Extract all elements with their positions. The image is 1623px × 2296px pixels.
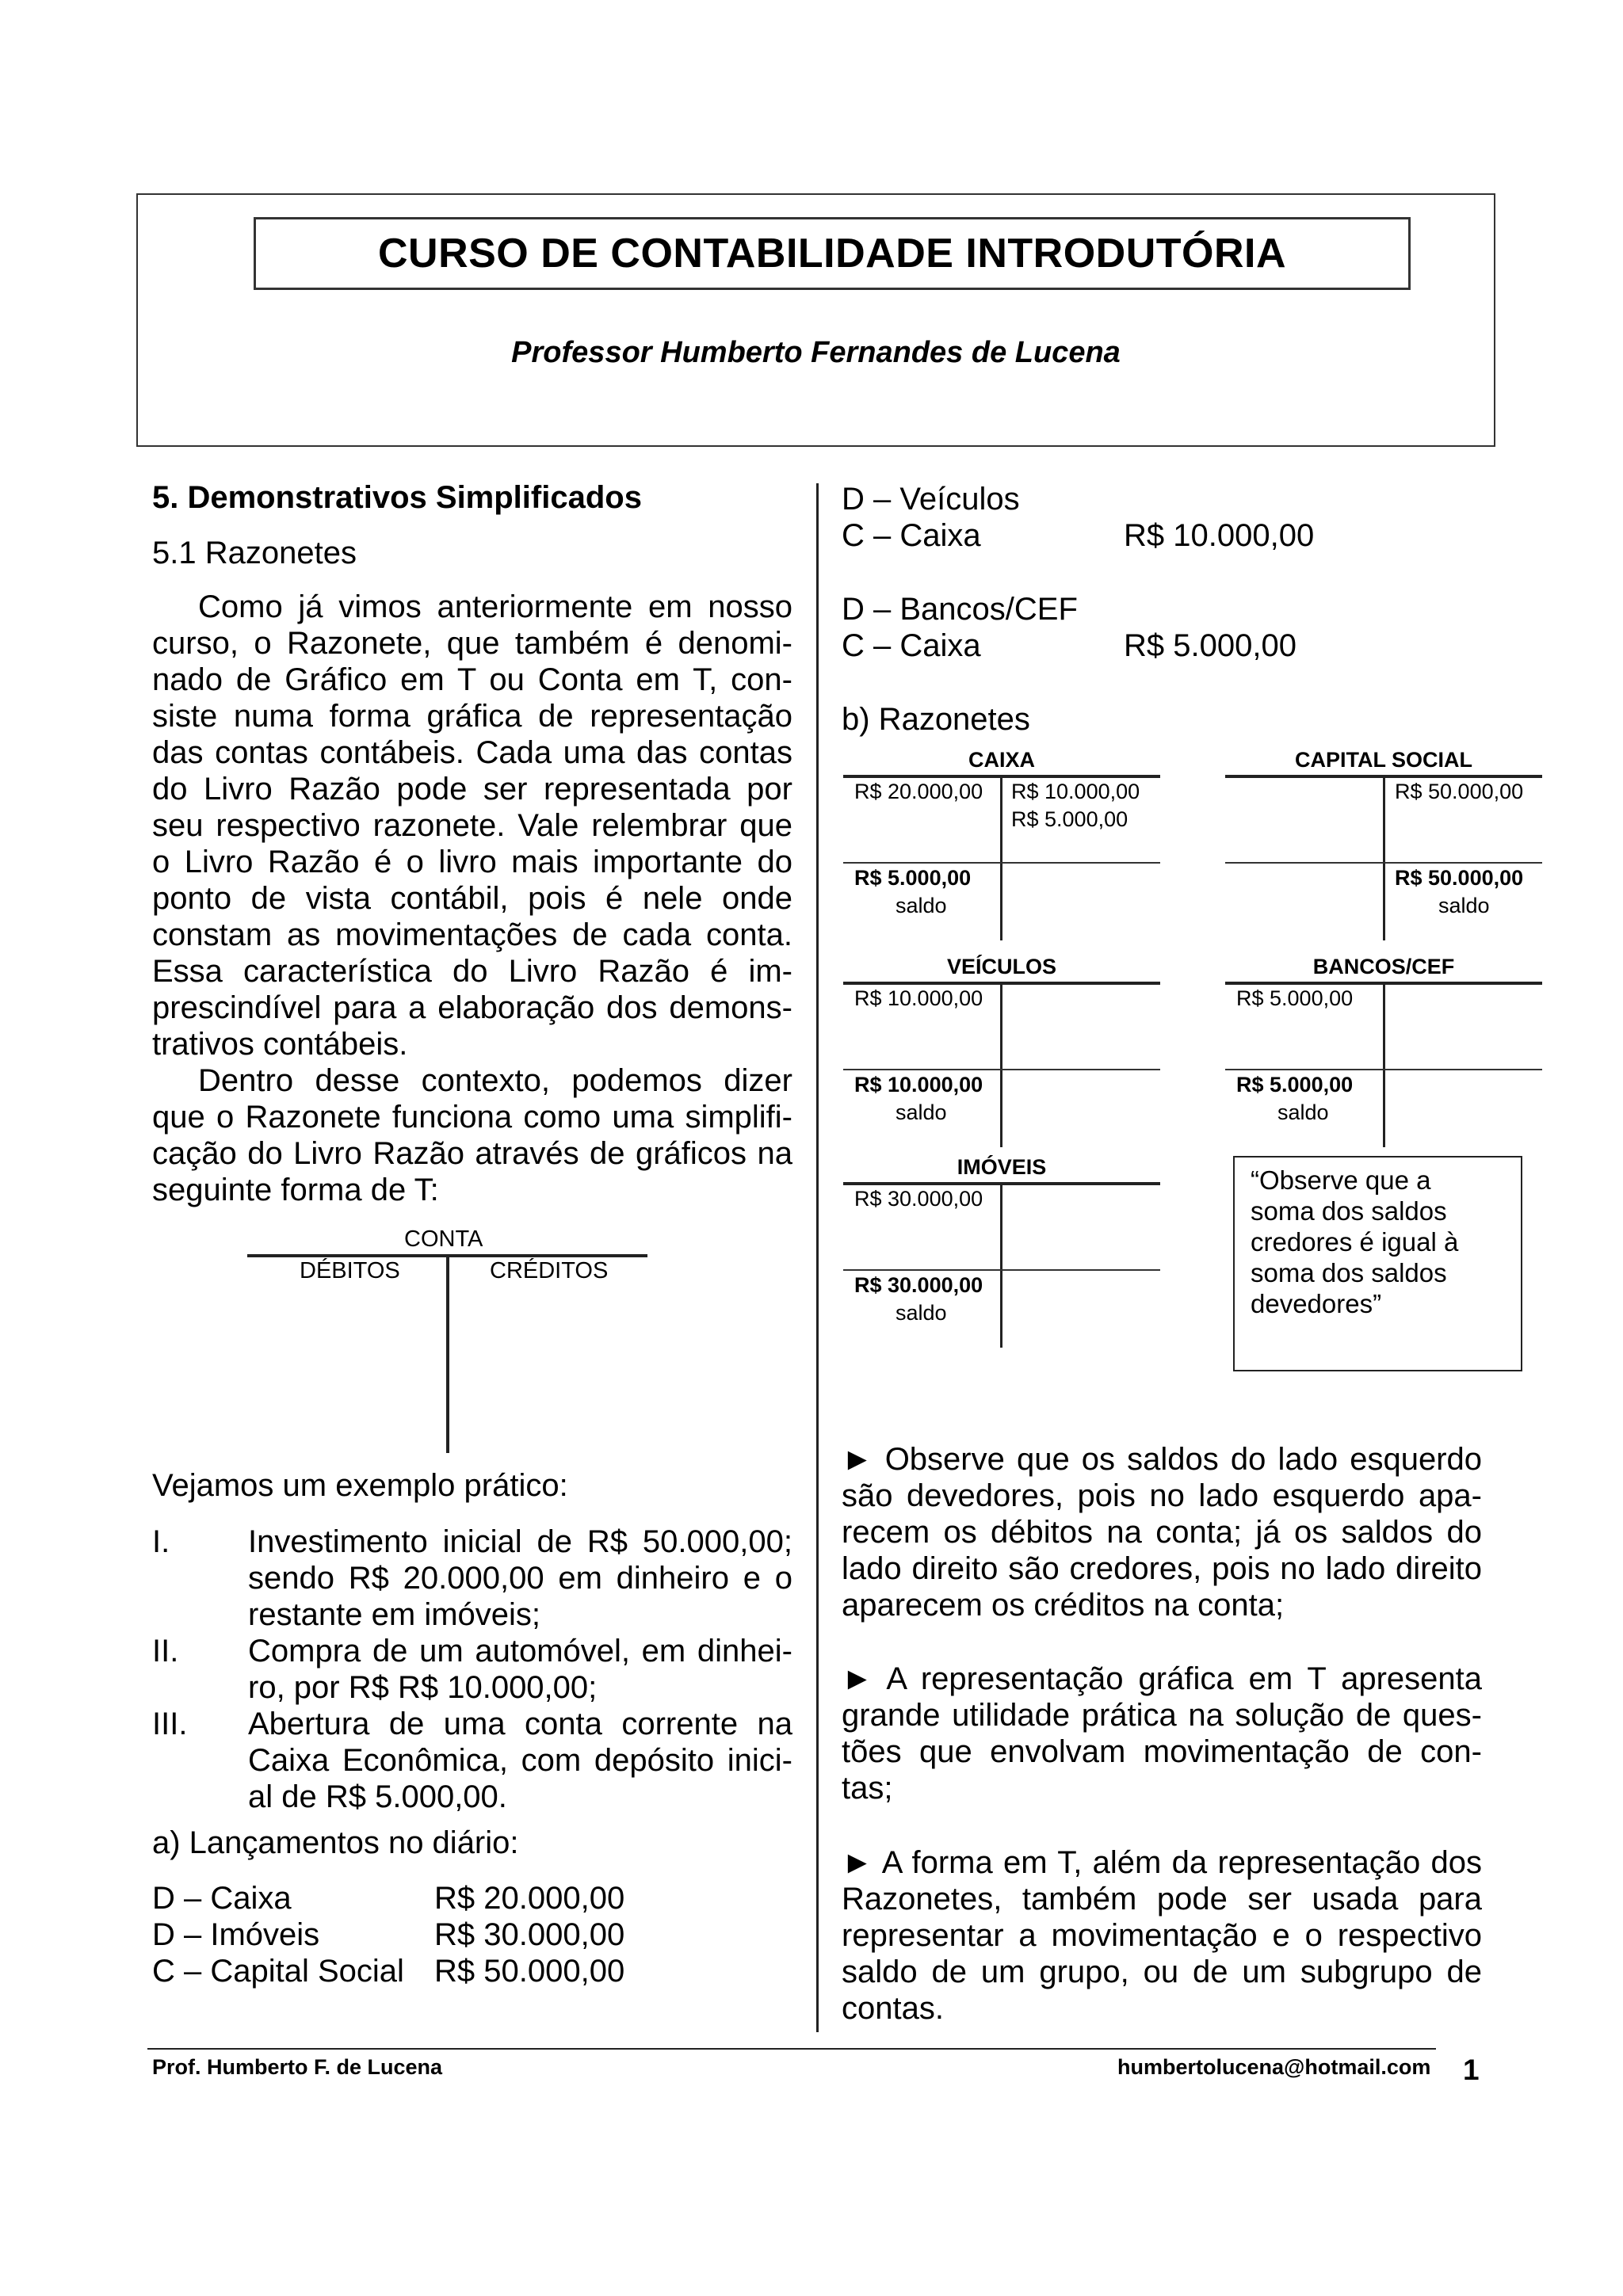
bullet-line: representar a movimentação e o respectivo [842,1918,1482,1953]
paragraph-line: das contas contábeis. Cada uma das contas [152,735,792,770]
razonete-imoveis-debit: R$ 30.000,00 [854,1187,983,1211]
razonete-bancos-total-line [1225,1069,1542,1070]
entry-account: C – Caixa [842,518,981,553]
paragraph-line: Como já vimos anteriormente em nosso [198,589,792,624]
razonete-caixa-vertical-line [1000,778,1002,940]
paragraph-line: prescindível para a elaboração dos demons- [152,990,792,1025]
razonete-bancos-vertical-line [1383,985,1385,1147]
razonete-caixa-credit: R$ 10.000,00 [1011,780,1140,803]
razonetes-heading: b) Razonetes [842,702,1030,737]
paragraph-line: siste numa forma gráfica de representação [152,699,792,734]
bullet-line: tões que envolvam movimentação de con- [842,1734,1482,1769]
section-heading: 5. Demonstrativos Simplificados [152,480,642,515]
entry-value: R$ 20.000,00 [434,1881,625,1916]
razonete-capital-social-total-line [1225,862,1542,864]
footer-email: humbertolucena@hotmail.com [1117,2055,1431,2079]
razonete-imoveis-saldo-label: saldo [896,1301,947,1325]
entry-value: R$ 10.000,00 [1124,518,1315,553]
list-number: III. [152,1707,188,1741]
entry-value: R$ 30.000,00 [434,1917,625,1952]
bullet-line: são devedores, pois no lado esquerdo apa- [842,1478,1482,1513]
razonete-caixa-total-line [843,862,1160,864]
list-number: II. [152,1634,179,1669]
paragraph-line: trativos contábeis. [152,1027,408,1062]
bullet-line: ► A forma em T, além da representação dos [842,1845,1482,1880]
page-title: CURSO DE CONTABILIDADE INTRODUTÓRIA [377,231,1287,277]
razonete-bancos-debit: R$ 5.000,00 [1236,986,1354,1010]
entry-account: D – Bancos/CEF [842,592,1078,627]
list-number: I. [152,1524,170,1559]
razonete-veiculos-debit: R$ 10.000,00 [854,986,983,1010]
entry-account: D – Veículos [842,482,1020,517]
list-item-line: Compra de um automóvel, em dinhei- [248,1634,792,1669]
bullet-line: Razonetes, também pode ser usada para [842,1882,1482,1917]
t-diagram-title: CONTA [404,1226,483,1252]
razonete-capital-social-balance: R$ 50.000,00 [1395,866,1524,890]
footer-rule [147,2048,1436,2050]
razonete-caixa-title: CAIXA [968,748,1035,772]
page-subtitle: Professor Humberto Fernandes de Lucena [511,336,1121,369]
razonete-veiculos-vertical-line [1000,985,1002,1147]
paragraph-line: o Livro Razão é o livro mais importante do [152,845,792,879]
bullet-line: contas. [842,1991,944,2026]
entry-value: R$ 5.000,00 [1124,628,1296,663]
razonete-bancos-balance: R$ 5.000,00 [1236,1073,1354,1097]
razonete-caixa-saldo-label: saldo [896,894,947,917]
observe-note-line: devedores” [1251,1289,1382,1318]
list-item-line: Abertura de uma conta corrente na [248,1707,792,1741]
example-intro: Vejamos um exemplo prático: [152,1468,568,1503]
paragraph-line: nado de Gráfico em T ou Conta em T, con- [152,662,792,697]
subsection-heading: 5.1 Razonetes [152,536,357,570]
razonete-caixa-credit: R$ 5.000,00 [1011,807,1128,831]
footer-author: Prof. Humberto F. de Lucena [152,2055,443,2079]
bullet-line: recem os débitos na conta; já os saldos do [842,1515,1482,1550]
bullet-line: grande utilidade prática na solução de ques- [842,1698,1482,1733]
entry-account: D – Caixa [152,1881,292,1916]
paragraph-line: ponto de vista contábil, pois é nele onde [152,881,792,916]
razonete-capital-social-saldo-label: saldo [1438,894,1490,917]
razonete-bancos-title: BANCOS/CEF [1312,955,1455,978]
t-diagram-credit-label: CRÉDITOS [490,1258,609,1283]
razonete-imoveis-title: IMÓVEIS [957,1155,1047,1179]
paragraph-line: seguinte forma de T: [152,1173,439,1207]
list-item-line: Caixa Econômica, com depósito inici- [248,1743,792,1778]
observe-note-line: credores é igual à [1251,1227,1459,1257]
t-diagram-vertical-line [446,1257,449,1453]
title-frame [254,217,1411,290]
razonete-veiculos-balance: R$ 10.000,00 [854,1073,983,1097]
razonete-caixa-balance: R$ 5.000,00 [854,866,972,890]
bullet-line: lado direito são credores, pois no lado direito [842,1551,1482,1586]
razonete-bancos-saldo-label: saldo [1277,1100,1329,1124]
paragraph-line: Essa característica do Livro Razão é im- [152,954,792,989]
razonete-capital-social-vertical-line [1383,778,1385,940]
bullet-line: aparecem os créditos na conta; [842,1588,1285,1623]
razonete-caixa-debit: R$ 20.000,00 [854,780,983,803]
list-item-line: sendo R$ 20.000,00 em dinheiro e o [248,1561,792,1596]
page-number: 1 [1463,2054,1480,2086]
observe-note-line: soma dos saldos [1251,1196,1447,1226]
razonete-capital-social-credit: R$ 50.000,00 [1395,780,1524,803]
paragraph-line: seu respectivo razonete. Vale relembrar que [152,808,792,843]
observe-note-line: soma dos saldos [1251,1258,1447,1287]
list-item-line: Investimento inicial de R$ 50.000,00; [248,1524,792,1559]
paragraph-line: Dentro desse contexto, podemos dizer [198,1063,792,1098]
entry-value: R$ 50.000,00 [434,1954,625,1989]
entry-account: C – Capital Social [152,1954,404,1989]
razonete-imoveis-balance: R$ 30.000,00 [854,1273,983,1297]
entry-account: D – Imóveis [152,1917,320,1952]
observe-note-line: “Observe que a [1251,1165,1431,1195]
list-item-line: restante em imóveis; [248,1597,541,1632]
list-item-line: al de R$ 5.000,00. [248,1779,507,1814]
razonete-veiculos-saldo-label: saldo [896,1100,947,1124]
razonete-veiculos-title: VEÍCULOS [946,955,1057,978]
paragraph-line: curso, o Razonete, que também é denomi- [152,626,792,661]
paragraph-line: cação do Livro Razão através de gráficos na [152,1136,792,1171]
bullet-line: ► A representação gráfica em T apresenta [842,1661,1482,1696]
list-item-line: ro, por R$ R$ 10.000,00; [248,1670,598,1705]
razonete-veiculos-total-line [843,1069,1160,1070]
razonete-imoveis-total-line [843,1269,1160,1271]
entry-account: C – Caixa [842,628,981,663]
bullet-line: saldo de um grupo, ou de um subgrupo de [842,1955,1482,1989]
paragraph-line: que o Razonete funciona como uma simplifi- [152,1100,792,1135]
t-diagram-debit-label: DÉBITOS [300,1258,400,1283]
bullet-line: tas; [842,1771,893,1806]
paragraph-line: constam as movimentações de cada conta. [152,917,792,952]
diario-heading: a) Lançamentos no diário: [152,1825,519,1860]
razonete-capital-social-title: CAPITAL SOCIAL [1294,748,1472,772]
column-divider [816,483,819,2032]
razonete-imoveis-vertical-line [1000,1185,1002,1348]
bullet-line: ► Observe que os saldos do lado esquerdo [842,1442,1482,1477]
paragraph-line: do Livro Razão pode ser representada por [152,772,792,807]
